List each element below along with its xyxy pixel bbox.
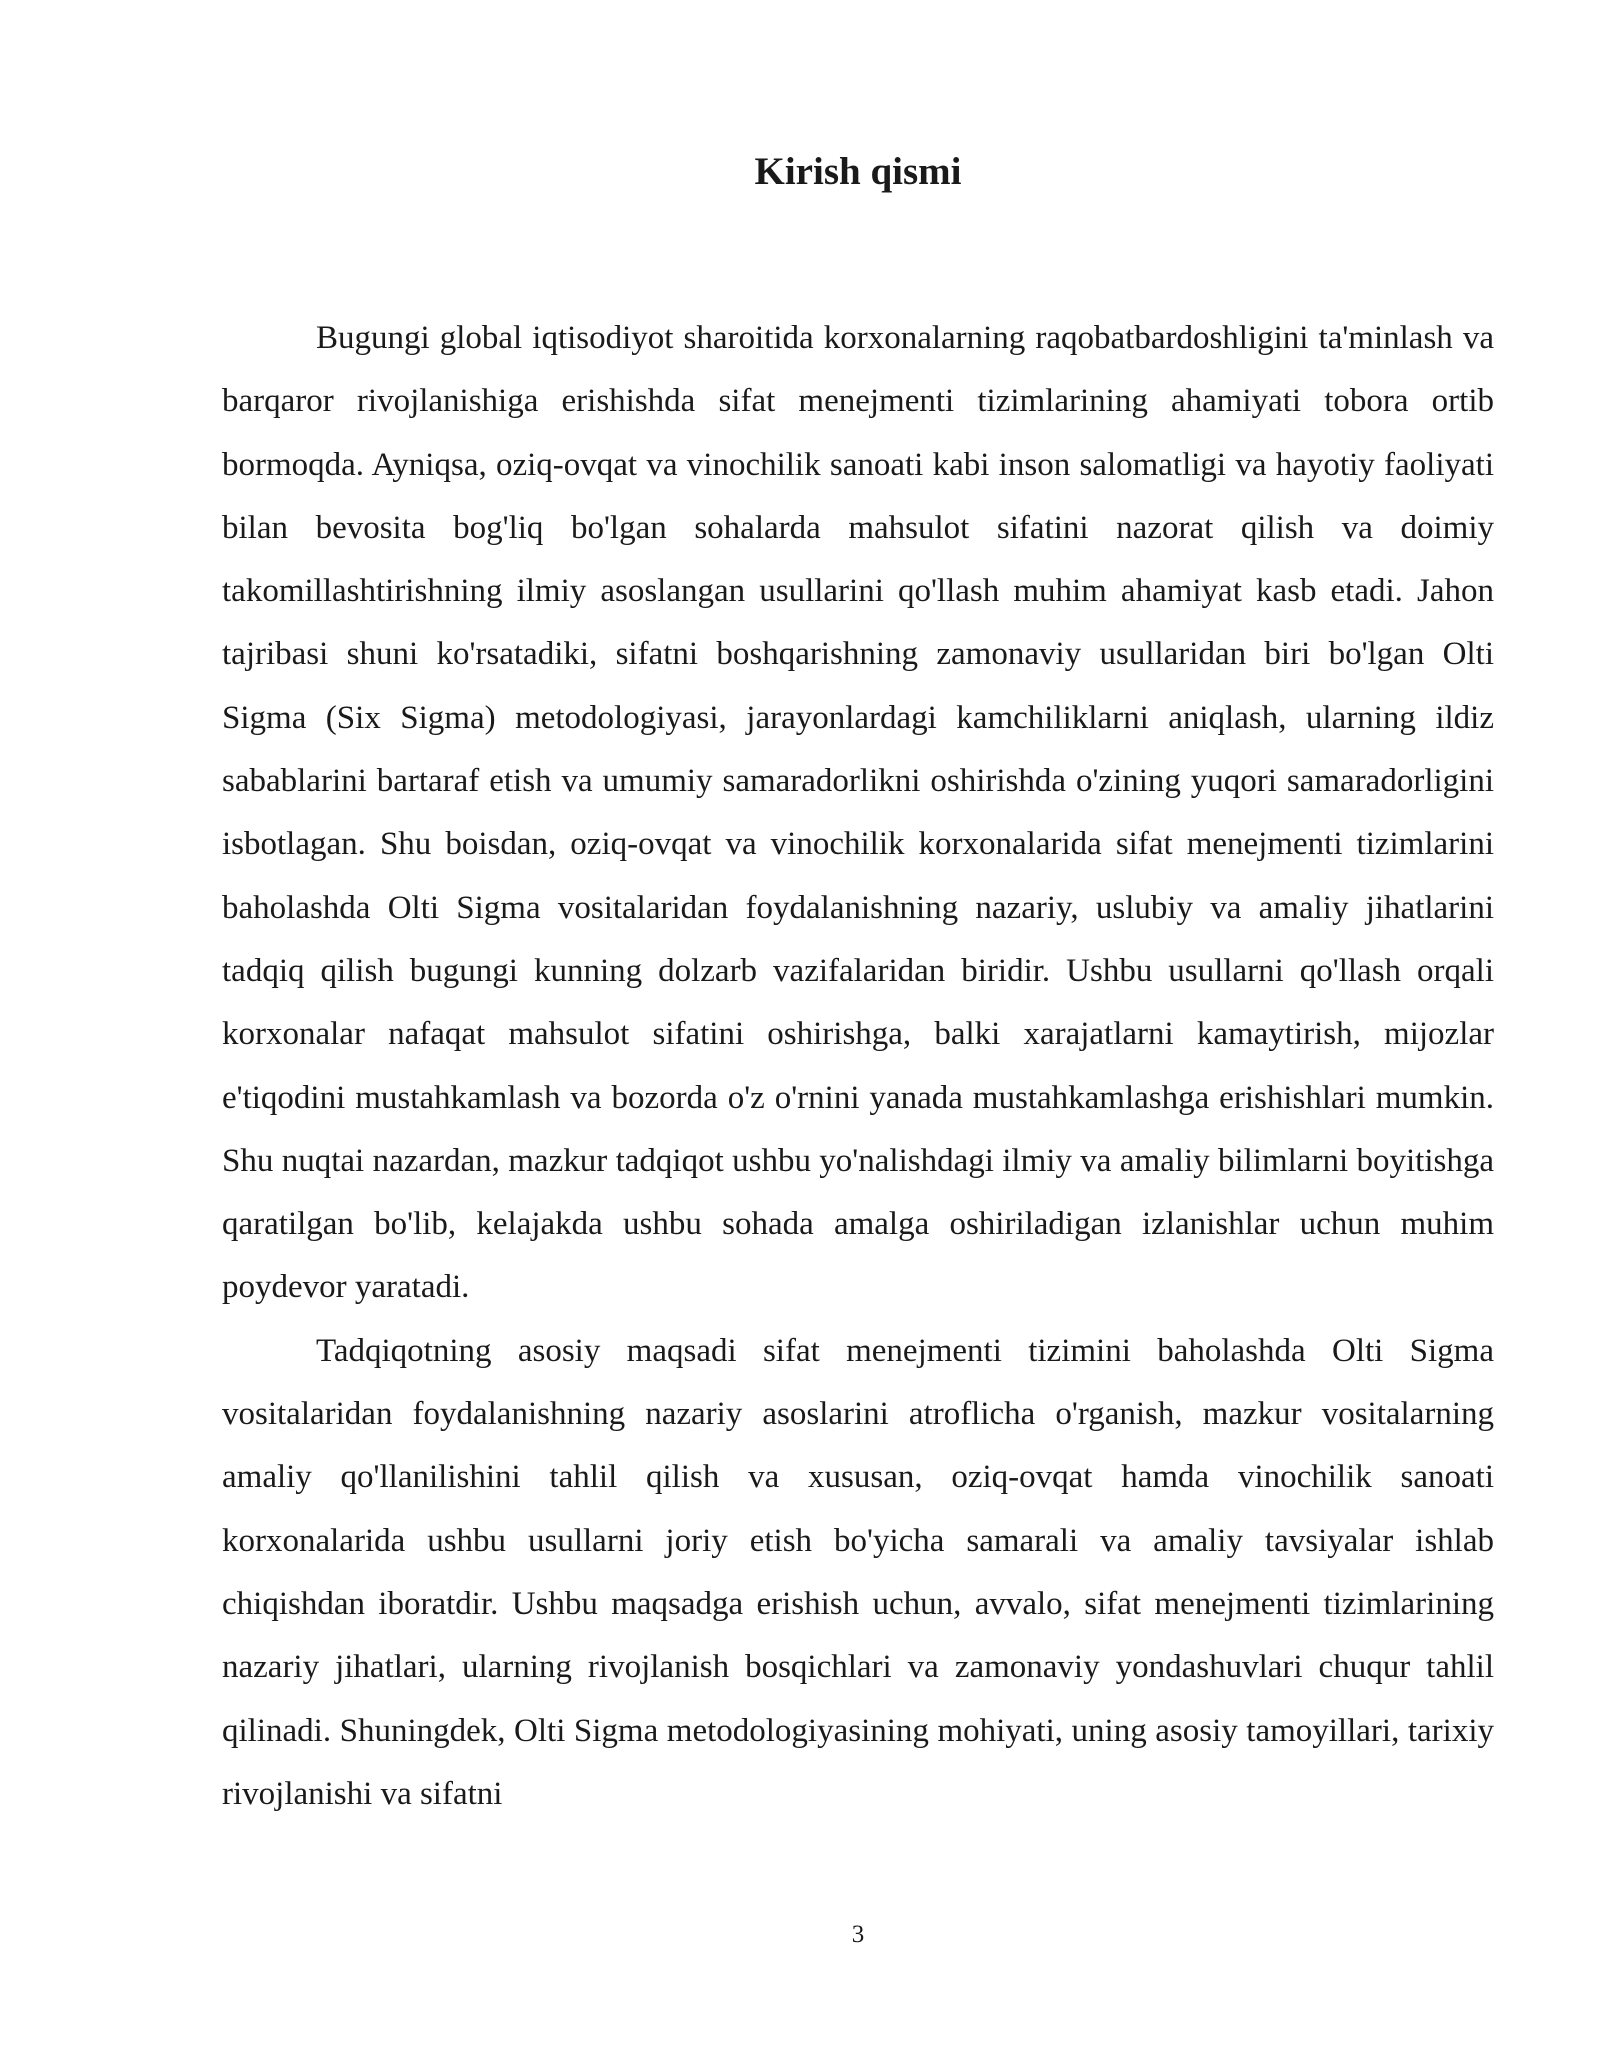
body-text	[222, 307, 1494, 1826]
paragraph-1: Bugungi global iqtisodiyot sharoitida korxonalarning raqobatbardoshligini ta'minlash va barqaror rivojlanishiga erishishda sifat menejmenti tizimlarining ahamiyati tobora ortib bormoqda. Ayniqsa, oziq-ovqat va vinochilik sanoati kabi inson salomatligi va hayotiy faoliyati bilan bevosita bog'liq bo'lgan sohalarda mahsulot sifatini nazorat qilish va doimiy takomillashtirishning ilmiy asoslangan usullarini qo'llash muhim ahamiyat kasb etadi. Jahon tajribasi shuni ko'rsatadiki, sifatni boshqarishning zamonaviy usullaridan biri bo'lgan Olti Sigma (Six Sigma) metodologiyasi, jarayonlardagi kamchiliklarni aniqlash, ularning ildiz sabablarini bartaraf etish va umumiy samaradorlikni oshirishda o'zining yuqori samaradorligini isbotlagan. Shu boisdan, oziq-ovqat va vinochilik korxonalarida sifat menejmenti tizimlarini baholashda Olti Sigma vositalaridan foydalanishning nazariy, uslubiy va amaliy jihatlarini tadqiq qilish bugungi kunning dolzarb vazifalaridan biridir. Ushbu usullarni qo'llash orqali korxonalar nafaqat mahsulot sifatini oshirishga, balki xarajatlarni kamaytirish, mijozlar e'tiqodini mustahkamlash va bozorda o'z o'rnini yanada mustahkamlashga erishishlari mumkin. Shu nuqtai nazardan, mazkur tadqiqot ushbu yo'nalishdagi ilmiy va amaliy bilimlarni boyitishga qaratilgan bo'lib, kelajakda ushbu sohada amalga oshiriladigan izlanishlar uchun muhim poydevor yaratadi.	[222, 320, 1494, 1306]
paragraph-2: Tadqiqotning asosiy maqsadi sifat menejmenti tizimini baholashda Olti Sigma vositalaridan foydalanishning nazariy asoslarini atroflicha o'rganish, mazkur vositalarning amaliy qo'llanilishini tahlil qilish va xususan, oziq-ovqat hamda vinochilik sanoati korxonalarida ushbu usullarni joriy etish bo'yicha samarali va amaliy tavsiyalar ishlab chiqishdan iboratdir. Ushbu maqsadga erishish uchun, avvalo, sifat menejmenti tizimlarining nazariy jihatlari, ularning rivojlanish bosqichlari va zamonaviy yondashuvlari chuqur tahlil qilinadi. Shuningdek, Olti Sigma metodologiyasining mohiyati, uning asosiy tamoyillari, tarixiy rivojlanishi va sifatni	[222, 1332, 1494, 1812]
page-number: 3	[851, 1921, 865, 1948]
page-title: Kirish qismi	[754, 150, 962, 193]
